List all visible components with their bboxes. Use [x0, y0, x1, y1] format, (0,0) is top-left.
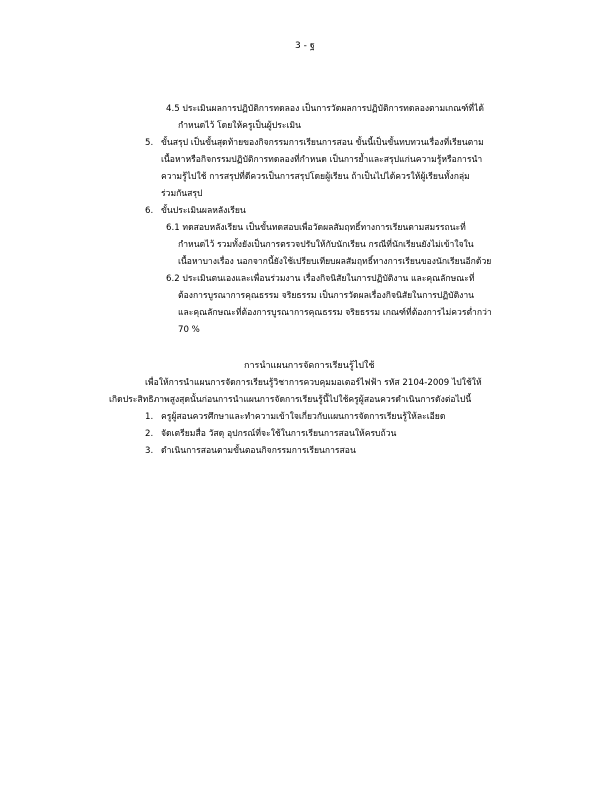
item-6-2-line-1: 6.2 ประเมินตนเองและเพื่อนร่วมงาน เรื่องกิจนิสัยในการปฏิบัติงาน และคุณลักษณะที่ — [166, 274, 475, 284]
usage-list-item-3-number: 3. — [145, 446, 154, 456]
usage-paragraph-line-2: เกิดประสิทธิภาพสูงสุดนั้นก่อนการนำแผนการจัดการเรียนรู้นี้ไปใช้ครูผู้สอนควรดำเนินการดังต่อไปนี้ — [109, 395, 472, 405]
item-6-number: 6. — [145, 206, 154, 216]
usage-list-item-1-text: ครูผู้สอนควรศึกษาและทำความเข้าใจเกี่ยวกับแผนการจัดการเรียนรู้ให้ละเอียด — [161, 412, 446, 422]
item-5-number: 5. — [145, 138, 154, 148]
item-5-line-3: ความรู้ไปใช้ การสรุปที่ดีควรเป็นการสรุปโดยผู้เรียน ถ้าเป็นไปได้ควรให้ผู้เรียนทั้งกลุ่ม — [161, 172, 470, 182]
usage-list-item-3-text: ดำเนินการสอนตามขั้นตอนกิจกรรมการเรียนการสอน — [161, 446, 356, 456]
item-4-5-line-1: 4.5 ประเมินผลการปฏิบัติการทดลอง เป็นการวัดผลการปฏิบัติการทดลองตามเกณฑ์ที่ได้ — [166, 104, 484, 114]
page-number: 3 - ฐ — [295, 41, 315, 51]
item-6-2-line-4: 70 % — [178, 325, 200, 335]
item-6-1-line-3: เนื้อหาบางเรื่อง นอกจากนี้ยังใช้เปรียบเทียบผลสัมฤทธิ์ทางการเรียนของนักเรียนอีกด้วย — [178, 257, 492, 267]
item-5-line-1: ขั้นสรุป เป็นขั้นสุดท้ายของกิจกรรมการเรียนการสอน ขั้นนี้เป็นขั้นทบทวนเรื่องที่เรียนตาม — [161, 138, 484, 148]
item-4-5-line-2: กำหนดไว้ โดยให้ครูเป็นผู้ประเมิน — [178, 121, 301, 131]
item-6-2-line-3: และคุณลักษณะที่ต้องการบูรณาการคุณธรรม จริยธรรม เกณฑ์ที่ต้องการไม่ควรต่ำกว่า — [178, 308, 492, 318]
usage-section-title: การนำแผนการจัดการเรียนรู้ไปใช้ — [244, 361, 375, 371]
usage-list-item-2-number: 2. — [145, 429, 154, 439]
item-5-line-4: ร่วมกันสรุป — [161, 189, 203, 199]
item-5-line-2: เนื้อหาหรือกิจกรรมปฏิบัติการทดลองที่กำหนด เป็นการย้ำและสรุปแก่นความรู้หรือการนำ — [161, 155, 483, 165]
usage-list-item-1-number: 1. — [145, 412, 154, 422]
usage-paragraph-line-1: เพื่อให้การนำแผนการจัดการเรียนรู้วิชาการควบคุมมอเตอร์ไฟฟ้า รหัส 2104-2009 ไปใช้ให้ — [145, 378, 482, 388]
item-6-1-line-1: 6.1 ทดสอบหลังเรียน เป็นขั้นทดสอบเพื่อวัดผลสัมฤทธิ์ทางการเรียนตามสมรรถนะที่ — [166, 223, 466, 233]
item-6-2-line-2: ต้องการบูรณาการคุณธรรม จริยธรรม เป็นการวัดผลเรื่องกิจนิสัยในการปฏิบัติงาน — [178, 291, 475, 301]
item-6-heading: ขั้นประเมินผลหลังเรียน — [161, 206, 246, 216]
usage-list-item-2-text: จัดเตรียมสื่อ วัสดุ อุปกรณ์ที่จะใช้ในการเรียนการสอนให้ครบถ้วน — [161, 429, 397, 439]
item-6-1-line-2: กำหนดไว้ รวมทั้งยังเป็นการตรวจปรับให้กับนักเรียน กรณีที่นักเรียนยังไม่เข้าใจใน — [178, 240, 474, 250]
